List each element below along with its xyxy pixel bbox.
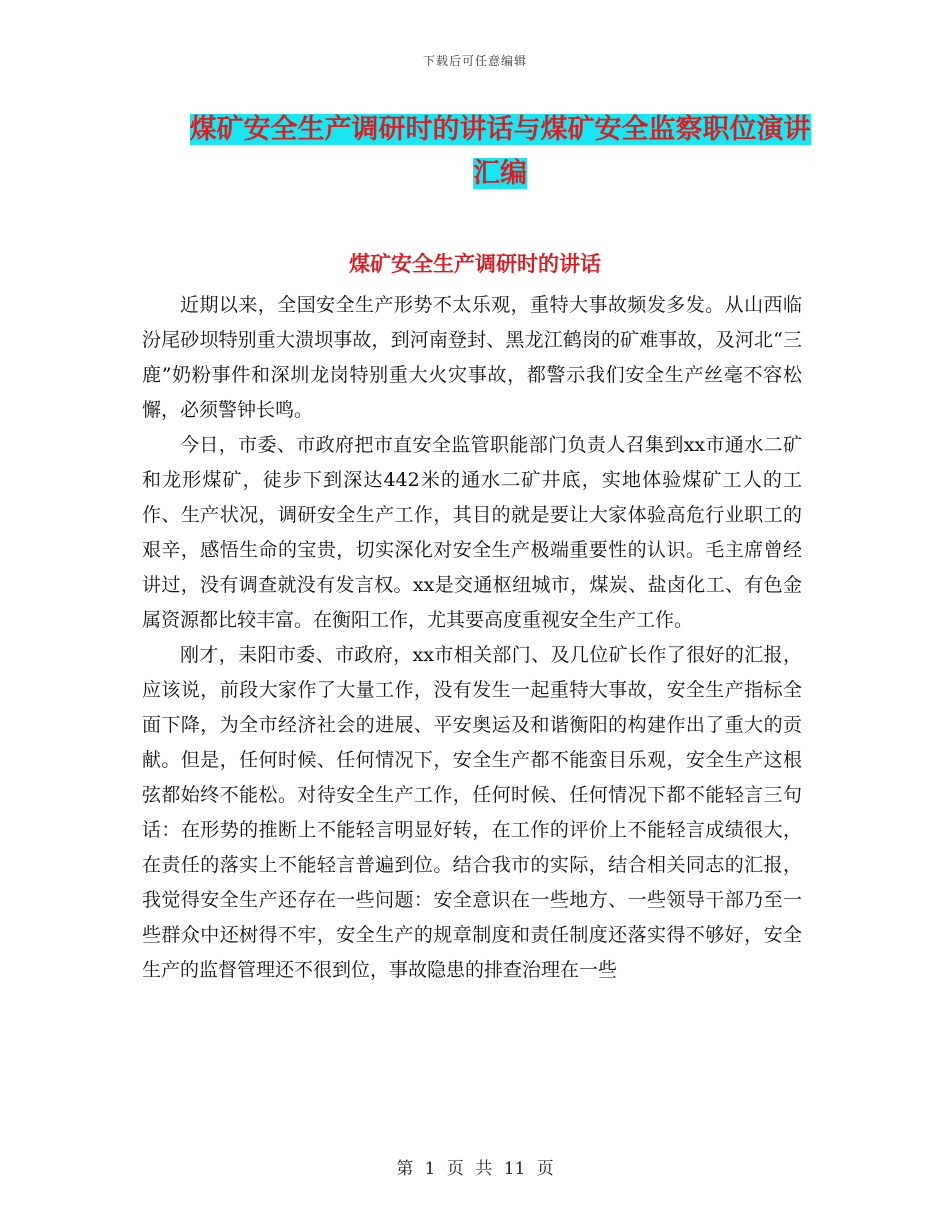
document-title-line-1: 煤矿安全生产调研时的讲话与煤矿安全监察职位演讲 — [189, 114, 811, 145]
page-header: 下载后可任意编辑 — [422, 54, 527, 68]
page-footer: 第 1 页 共 11 页 — [396, 1159, 554, 1179]
paragraph-3: 刚才，耒阳市委、市政府，xx市相关部门、及几位矿长作了很好的汇报，应该说，前段大家作了大量工作，没有发生一起重特大事故，安全生产指标全面下降，为全市经济社会的进展、平安奥运及和谐衡阳的构建作出了重大的贡献。但是，任何时候、任何情况下，安全生产都不能蛮目乐观，安全生产这根弦都始终不能松。对待安全生产工作，任何时候、任何情况下都不能轻言三句话：在形势的推断上不能轻言明显好转，在工作的评价上不能轻言成绩很大，在责任的落实上不能轻言普遍到位。结合我市的实际，结合相关同志的汇报，我觉得安全生产还存在一些问题：安全意识在一些地方、一些领导干部乃至一些群众中还树得不牢，安全生产的规章制度和责任制度还落实得不够好，安全生产的监督管理还不很到位，事故隐患的排查治理在一些 — [142, 644, 802, 981]
document-title-line-2: 汇编 — [473, 158, 527, 189]
document-body — [142, 288, 802, 988]
section-title: 煤矿安全生产调研时的讲话 — [349, 252, 601, 276]
document-title — [130, 108, 870, 196]
paragraph-2: 今日，市委、市政府把市直安全监管职能部门负责人召集到xx市通水二矿和龙形煤矿，徒步下到深达442米的通水二矿井底，实地体验煤矿工人的工作、生产状况，调研安全生产工作，其目的就是要让大家体验高危行业职工的艰辛，感悟生命的宝贵，切实深化对安全生产极端重要性的认识。毛主席曾经讲过，没有调查就没有发言权。xx是交通枢纽城市，煤炭、盐卤化工、有色金属资源都比较丰富。在衡阳工作，尤其要高度重视安全生产工作。 — [142, 434, 802, 631]
paragraph-1: 近期以来，全国安全生产形势不太乐观，重特大事故频发多发。从山西临汾尾砂坝特别重大溃坝事故，到河南登封、黑龙江鹤岗的矿难事故，及河北“三鹿”奶粉事件和深圳龙岗特别重大火灾事故，都警示我们安全生产丝毫不容松懈，必须警钟长鸣。 — [142, 294, 802, 421]
